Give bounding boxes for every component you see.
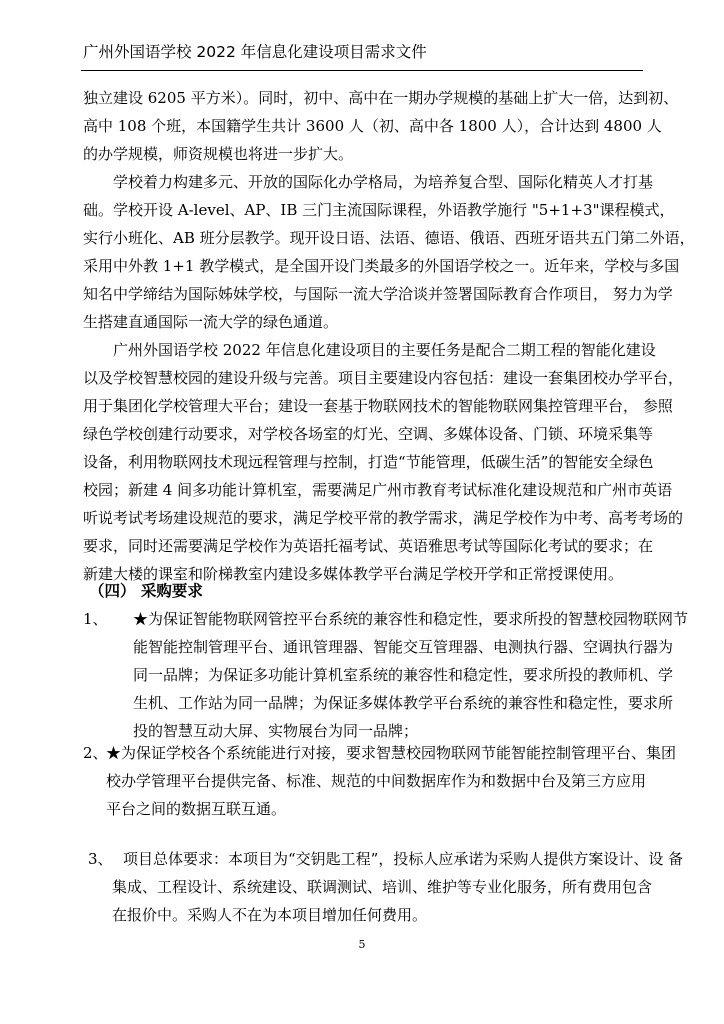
body-line: 用于集团化学校管理大平台；建设一套基于物联网技术的智能物联网集控管理平台， 参照 <box>83 397 673 415</box>
requirement-line: 同一品牌；为保证多功能计算机室系统的兼容性和稳定性，要求所投的教师机、学 <box>133 666 674 684</box>
requirement-line: 投的智慧互动大屏、实物展台为同一品牌； <box>133 722 419 740</box>
requirement-line: 校办学管理平台提供完备、标准、规范的中间数据库作为和数据中台及第三方应用 <box>106 772 647 790</box>
body-line: 高中 108 个班，本国籍学生共计 3600 人（初、高中各 1800 人），合计达到 4800 人 <box>83 117 662 135</box>
requirement-number: 2、 <box>83 744 108 762</box>
requirement-line: 平台之间的数据互联互通。 <box>106 800 287 818</box>
requirement-line: ★为保证学校各个系统能进行对接，要求智慧校园物联网节能智能控制管理平台、集团 <box>106 744 677 762</box>
body-line: 绿色学校创建行动要求，对学校各场室的灯光、空调、多媒体设备、门锁、环境采集等 <box>83 425 654 443</box>
body-line: 的办学规模，师资规模也将进一步扩大。 <box>83 145 354 163</box>
body-line: 采用中外教 1+1 教学模式，是全国开设门类最多的外国语学校之一。近年来，学校与多国 <box>83 257 680 275</box>
page-number: 5 <box>358 938 366 951</box>
requirement-line: 项目总体要求：本项目为“交钥匙工程”，投标人应承诺为采购人提供方案设计、设 备 <box>123 850 684 868</box>
requirement-line: 能智能控制管理平台、通讯管理器、智能交互管理器、电测执行器、空调执行器为 <box>133 638 674 656</box>
body-line: 生搭建直通国际一流大学的绿色通道。 <box>83 313 339 331</box>
body-line: 学校着力构建多元、开放的国际化办学格局，为培养复合型、国际化精英人才打基 <box>83 173 654 191</box>
body-line: 广州外国语学校 2022 年信息化建设项目的主要任务是配合二期工程的智能化建设 <box>83 341 656 359</box>
body-line: 知名中学缔结为国际姊妹学校，与国际一流大学洽谈并签署国际教育合作项目， 努力为学 <box>83 285 673 303</box>
header-rule <box>81 70 643 71</box>
body-text <box>83 84 695 588</box>
page-header: 广州外国语学校 2022 年信息化建设项目需求文件 <box>83 43 427 61</box>
section-heading: （四） 采购要求 <box>89 582 203 600</box>
requirement-line: 集成、工程设计、系统建设、联调测试、培训、维护等专业化服务，所有费用包含 <box>112 878 653 896</box>
body-line: 新建大楼的课室和阶梯教室内建设多媒体教学平台满足学校开学和正常授课使用。 <box>83 565 624 583</box>
body-line: 独立建设 6205 平方米）。同时，初中、高中在一期办学规模的基础上扩大一倍，达到初、 <box>83 89 679 107</box>
requirement-line: 在报价中。采购人不在为本项目增加任何费用。 <box>112 906 428 924</box>
requirement-number: 1、 <box>83 610 108 628</box>
body-line: 听说考试考场建设规范的要求，满足学校平常的教学需求，满足学校作为中考、高考考场的 <box>83 509 684 527</box>
requirement-item <box>106 739 677 823</box>
requirement-number: 3、 <box>88 850 113 868</box>
body-line: 设备，利用物联网技术现远程管理与控制，打造“节能管理，低碳生活”的智能安全绿色 <box>83 453 654 471</box>
requirement-line: ★为保证智能物联网管控平台系统的兼容性和稳定性，要求所投的智慧校园物联网节 <box>133 610 689 628</box>
body-line: 实行小班化、AB 班分层教学。现开设日语、法语、德语、俄语、西班牙语共五门第二外语， <box>83 229 695 247</box>
requirement-item <box>133 605 689 745</box>
requirement-line: 生机、工作站为同一品牌；为保证多媒体教学平台系统的兼容性和稳定性，要求所 <box>133 694 674 712</box>
body-line: 以及学校智慧校园的建设升级与完善。项目主要建设内容包括：建设一套集团校办学平台， <box>83 369 684 387</box>
body-line: 础。学校开设 A-level、AP、IB 三门主流国际课程，外语教学施行 "5+1+3"课程模式， <box>83 201 675 219</box>
requirement-item <box>112 845 684 929</box>
body-line: 要求，同时还需要满足学校作为英语托福考试、英语雅思考试等国际化考试的要求；在 <box>83 537 654 555</box>
body-line: 校园；新建 4 间多功能计算机室，需要满足广州市教育考试标准化建设规范和广州市英语 <box>83 481 673 499</box>
